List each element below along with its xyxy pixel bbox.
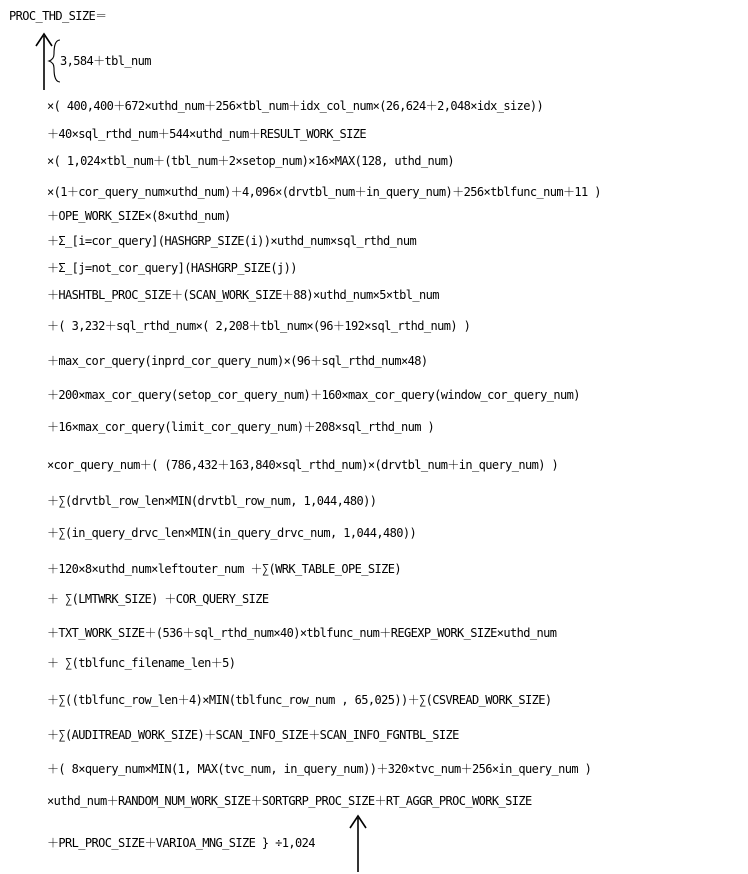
- up-arrow-left-icon: [36, 34, 52, 90]
- formula-line-20: ＋ ∑(tblfunc_filename_len＋5): [47, 656, 236, 670]
- formula-line-12: ＋200×max_cor_query(setop_cor_query_num)＋160×max_cor_query(window_cor_query_num): [47, 388, 580, 402]
- formula-line-13: ＋16×max_cor_query(limit_cor_query_num)＋208×sql_rthd_num ): [47, 420, 435, 434]
- formula-line-5: ×(1＋cor_query_num×uthd_num)＋4,096×(drvtbl_num＋in_query_num)＋256×tblfunc_num＋11 ): [47, 185, 601, 199]
- formula-line-8: ＋Σ_[j=not_cor_query](HASHGRP_SIZE(j)): [47, 261, 297, 275]
- formula-line-21: ＋∑((tblfunc_row_len＋4)×MIN(tblfunc_row_num , 65,025))＋∑(CSVREAD_WORK_SIZE): [47, 693, 552, 707]
- formula-line-15: ＋∑(drvtbl_row_len×MIN(drvtbl_row_num, 1,044,480)): [47, 494, 377, 508]
- formula-line-9: ＋HASHTBL_PROC_SIZE＋(SCAN_WORK_SIZE＋88)×uthd_num×5×tbl_num: [47, 288, 439, 302]
- formula-line-23: ＋( 8×query_num×MIN(1, MAX(tvc_num, in_query_num))＋320×tvc_num＋256×in_query_num ): [47, 762, 592, 776]
- formula-line-14: ×cor_query_num＋( (786,432＋163,840×sql_rthd_num)×(drvtbl_num＋in_query_num) ): [47, 458, 559, 472]
- formula-line-11: ＋max_cor_query(inprd_cor_query_num)×(96＋sql_rthd_num×48): [47, 354, 428, 368]
- formula-line-24: ×uthd_num＋RANDOM_NUM_WORK_SIZE＋SORTGRP_PROC_SIZE＋RT_AGGR_PROC_WORK_SIZE: [47, 794, 532, 808]
- formula-title: PROC_THD_SIZE＝: [9, 9, 107, 23]
- formula-line-10: ＋( 3,232＋sql_rthd_num×( 2,208＋tbl_num×(96＋192×sql_rthd_num) ): [47, 319, 471, 333]
- formula-line-17: ＋120×8×uthd_num×leftouter_num ＋∑(WRK_TABLE_OPE_SIZE): [47, 562, 402, 576]
- formula-line-7: ＋Σ_[i=cor_query](HASHGRP_SIZE(i))×uthd_num×sql_rthd_num: [47, 234, 417, 248]
- open-brace-icon: [49, 40, 60, 82]
- formula-line-2: ×( 400,400＋672×uthd_num＋256×tbl_num＋idx_col_num×(26,624＋2,048×idx_size)): [47, 99, 544, 113]
- formula-line-19: ＋TXT_WORK_SIZE＋(536＋sql_rthd_num×40)×tblfunc_num＋REGEXP_WORK_SIZE×uthd_num: [47, 626, 557, 640]
- formula-line-3: ＋40×sql_rthd_num＋544×uthd_num＋RESULT_WORK_SIZE: [47, 127, 367, 141]
- formula-line-16: ＋∑(in_query_drvc_len×MIN(in_query_drvc_num, 1,044,480)): [47, 526, 417, 540]
- up-arrow-right-icon: [350, 816, 366, 872]
- formula-line-18: ＋ ∑(LMTWRK_SIZE) ＋COR_QUERY_SIZE: [47, 592, 269, 606]
- formula-line-4: ×( 1,024×tbl_num＋(tbl_num＋2×setop_num)×16×MAX(128, uthd_num): [47, 154, 455, 168]
- formula-line-25: ＋PRL_PROC_SIZE＋VARIOA_MNG_SIZE } ÷1,024: [47, 836, 315, 850]
- formula-line-22: ＋∑(AUDITREAD_WORK_SIZE)＋SCAN_INFO_SIZE＋SCAN_INFO_FGNTBL_SIZE: [47, 728, 459, 742]
- formula-line-1: 3,584＋tbl_num: [60, 54, 151, 68]
- formula-line-6: ＋OPE_WORK_SIZE×(8×uthd_num): [47, 209, 231, 223]
